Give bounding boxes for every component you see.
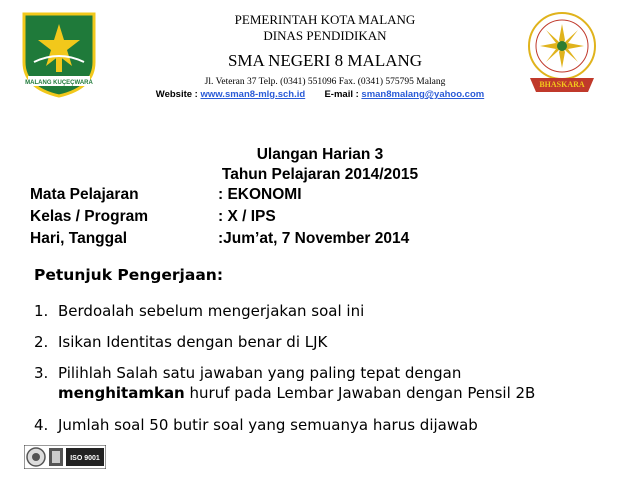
instruction-number: 1. <box>34 302 49 320</box>
instruction-text: Jumlah soal 50 butir soal yang semuanya harus dijawab <box>58 416 478 434</box>
emblem-ribbon-text: BHASKARA <box>539 80 585 89</box>
certification-logos <box>24 445 106 469</box>
instruction-text-a: Pilihlah Salah satu jawaban yang paling tepat dengan <box>58 364 462 382</box>
svg-text:MALANG KUÇEÇWARA: MALANG KUÇEÇWARA <box>25 80 93 86</box>
instruction-text-multiline <box>58 363 618 403</box>
website-link[interactable]: www.sman8-mlg.sch.id <box>200 89 306 100</box>
instruction-item <box>34 301 624 321</box>
academic-year: Tahun Pelajaran 2014/2015 <box>221 166 419 183</box>
contact-line <box>110 89 530 101</box>
instruction-bold-word: menghitamkan <box>58 384 185 402</box>
instruction-item <box>34 415 624 435</box>
email-label: E-mail : <box>324 89 359 100</box>
info-value-date: :Jum’at, 7 November 2014 <box>218 230 410 247</box>
info-label-class: Kelas / Program <box>30 208 149 225</box>
instruction-text: Isikan Identitas dengan benar di LJK <box>58 333 328 351</box>
dept-name: DINAS PENDIDIKAN <box>263 28 387 43</box>
instruction-number: 2. <box>34 333 49 351</box>
website-label: Website : <box>155 89 198 100</box>
exam-title: Ulangan Harian 3 <box>256 146 384 163</box>
malang-city-emblem <box>20 10 98 98</box>
school-address: Jl. Veteran 37 Telp. (0341) 551096 Fax. (0341) 575795 Malang <box>204 77 446 87</box>
school-emblem <box>516 8 608 100</box>
instruction-item <box>34 332 624 352</box>
info-value-subject: : EKONOMI <box>218 186 302 203</box>
iso-badge-text: ISO 9001 <box>70 455 100 462</box>
instruction-text: Berdoalah sebelum mengerjakan soal ini <box>58 302 365 320</box>
instructions-heading: Petunjuk Pengerjaan: <box>34 266 224 284</box>
instruction-number: 3. <box>34 364 49 382</box>
info-label-date: Hari, Tanggal <box>30 230 128 247</box>
email-link[interactable]: sman8malang@yahoo.com <box>361 89 485 100</box>
instruction-text-b: huruf pada Lembar Jawaban dengan Pensil 2B <box>184 384 536 402</box>
instruction-item <box>34 363 624 403</box>
info-label-subject: Mata Pelajaran <box>30 186 139 203</box>
school-name: SMA NEGERI 8 MALANG <box>227 51 423 70</box>
info-value-class: : X / IPS <box>218 208 276 225</box>
gov-name: PEMERINTAH KOTA MALANG <box>234 12 416 27</box>
instruction-number: 4. <box>34 416 49 434</box>
